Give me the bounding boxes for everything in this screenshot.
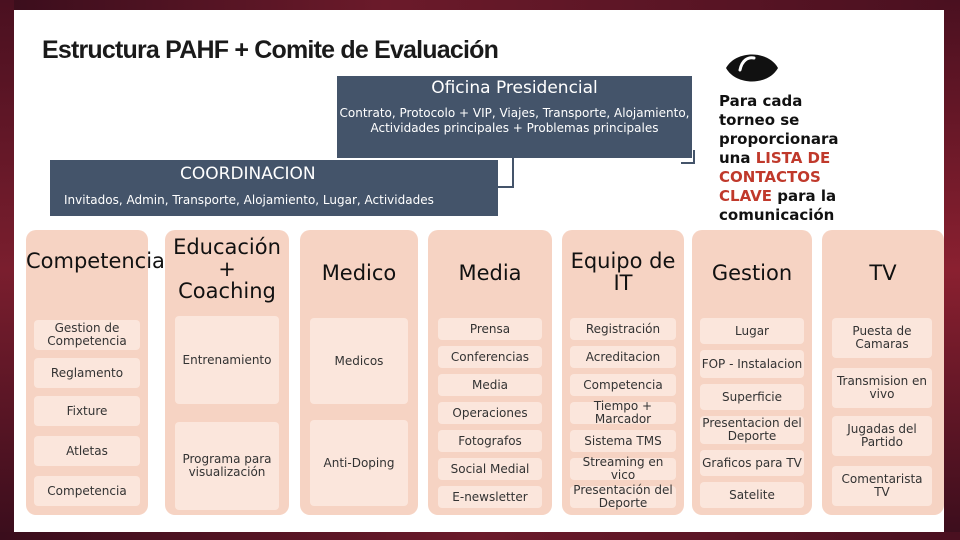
list-item: Conferencias [438,346,542,368]
column-tv [822,230,944,515]
eye-icon [722,46,782,90]
list-item: Programa para visualización [175,422,279,510]
list-item: Satelite [700,482,804,508]
list-item: Puesta de Camaras [832,318,932,358]
column-header: Equipo de IT [570,249,676,295]
list-item: Atletas [34,436,140,466]
list-item: Sistema TMS [570,430,676,452]
list-item: Jugadas del Partido [832,416,932,456]
list-item: Competencia [570,374,676,396]
column-medico [300,230,418,515]
list-item: Gestion de Competencia [34,320,140,350]
column-media [428,230,552,515]
coordinacion-title: COORDINACION [180,164,316,184]
list-item: FOP - Instalacion [700,350,804,378]
frame-bottom [0,532,960,540]
note-highlight: LISTA DE CONTACTOS CLAVE [719,149,831,205]
list-item: Fotografos [438,430,542,452]
column-header: Media [458,261,522,285]
column-header: TV [869,261,897,285]
list-item: Transmision en vivo [832,368,932,408]
list-item: Operaciones [438,402,542,424]
oficina-presidencial-box [337,76,692,158]
oficina-title: Oficina Presidencial [431,78,598,98]
column-header: Gestion [711,261,793,285]
list-item: Comentarista TV [832,466,932,506]
list-item: Presentación del Deporte [570,486,676,508]
list-item: Presentacion del Deporte [700,416,804,444]
contact-note [719,92,859,225]
list-item: Tiempo + Marcador [570,402,676,424]
column-header: Competencia [26,249,165,273]
frame-top [0,0,960,10]
list-item: Competencia [34,476,140,506]
list-item: Streaming en vico [570,458,676,480]
list-item: Graficos para TV [700,450,804,476]
list-item: Registración [570,318,676,340]
list-item: E-newsletter [438,486,542,508]
list-item: Reglamento [34,358,140,388]
list-item: Anti-Doping [310,420,408,506]
column-equipo-it [562,230,684,515]
connector-line [681,150,695,164]
slide-title: Estructura PAHF + Comite de Evaluación [42,36,499,64]
note-text-2: para la comunicación [719,187,837,224]
list-item: Lugar [700,318,804,344]
frame-left [0,0,14,540]
coordinacion-box [50,160,498,216]
column-header: Medico [321,261,397,285]
list-item: Social Medial [438,458,542,480]
oficina-subtitle: Contrato, Protocolo + VIP, Viajes, Transporte, Alojamiento, Actividades principales + Problemas principales [339,106,690,135]
connector-line [498,158,514,188]
frame-right [944,0,960,540]
column-competencia [26,230,165,515]
list-item: Acreditacion [570,346,676,368]
column-header: Educación + Coaching [173,235,281,303]
list-item: Superficie [700,384,804,410]
note-text-1: Para cada torneo se proporcionara una [719,92,839,167]
list-item: Entrenamiento [175,316,279,404]
list-item: Medicos [310,318,408,404]
coordinacion-subtitle: Invitados, Admin, Transporte, Alojamiento, Lugar, Actividades [64,193,434,207]
list-item: Prensa [438,318,542,340]
column-educacion [165,230,289,515]
list-item: Media [438,374,542,396]
list-item: Fixture [34,396,140,426]
column-gestion [692,230,812,515]
